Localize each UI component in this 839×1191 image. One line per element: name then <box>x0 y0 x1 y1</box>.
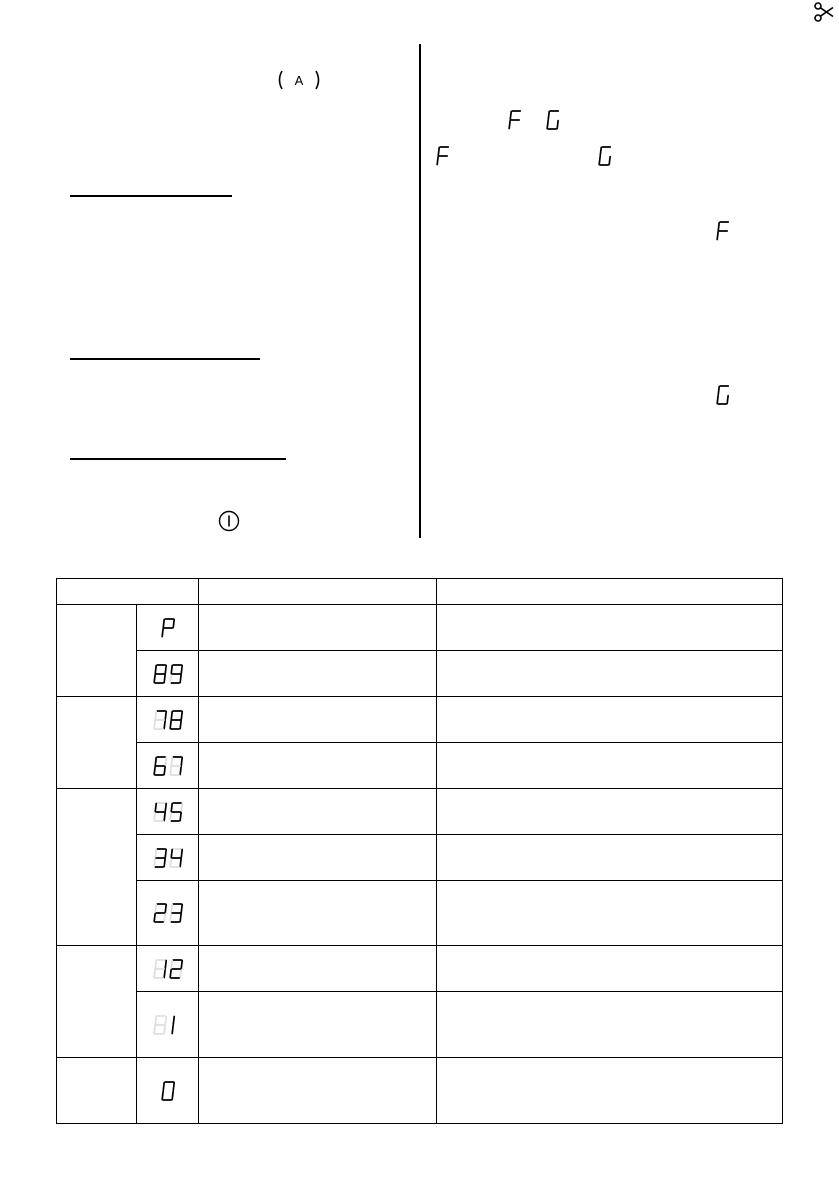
table-row <box>57 743 783 789</box>
display-segment <box>164 720 165 728</box>
display-segment <box>181 849 182 857</box>
display-segment <box>164 858 165 866</box>
table-row <box>57 697 783 743</box>
section-heading-underline-2 <box>70 358 260 360</box>
display-segment <box>171 711 172 719</box>
display-segment <box>165 849 166 857</box>
table-cell <box>437 881 783 946</box>
table-cell <box>199 743 437 789</box>
table-cell <box>199 789 437 835</box>
display-segment <box>155 803 156 811</box>
display-segment <box>599 157 600 165</box>
display-segment <box>165 1016 166 1024</box>
table-cell <box>437 835 783 881</box>
table-cell <box>437 651 783 697</box>
display-symbol-g <box>546 109 562 131</box>
display-segment <box>155 960 156 968</box>
auto-mode-symbol <box>276 69 322 91</box>
display-segment <box>155 665 156 673</box>
power-display <box>137 789 199 835</box>
display-symbol-f <box>716 220 732 242</box>
power-display <box>137 1058 199 1124</box>
display-symbol-g <box>716 384 732 406</box>
display-segment <box>180 858 181 866</box>
display-symbol-f <box>436 145 452 167</box>
table-row <box>57 789 783 835</box>
section-heading-underline-1 <box>70 195 232 197</box>
display-segment <box>180 674 181 682</box>
display-segment <box>165 905 166 913</box>
table-cell <box>199 1058 437 1124</box>
power-icon <box>218 510 240 532</box>
display-segment <box>173 1016 174 1024</box>
display-segment <box>180 812 181 820</box>
table-cell <box>199 881 437 946</box>
display-segment <box>170 914 171 922</box>
table-cell <box>199 946 437 992</box>
display-segment <box>547 121 548 129</box>
display-segment <box>170 720 171 728</box>
display-segment <box>171 905 172 913</box>
display-segment <box>164 914 165 922</box>
table-row <box>57 946 783 992</box>
display-segment <box>164 812 165 820</box>
table-cell <box>437 946 783 992</box>
display-segment <box>510 112 511 120</box>
display-segment <box>163 1082 164 1090</box>
display-segment <box>557 121 558 129</box>
display-segment <box>164 1025 165 1033</box>
table-row <box>57 651 783 697</box>
display-segment <box>155 905 156 913</box>
display-segment <box>180 766 181 774</box>
display-segment <box>181 757 182 765</box>
group-label <box>57 697 137 789</box>
display-segment <box>170 858 171 866</box>
display-segment <box>717 396 718 404</box>
display-segment <box>180 969 181 977</box>
display-segment <box>172 1025 173 1033</box>
power-level-table <box>56 578 783 1124</box>
display-segment <box>170 969 171 977</box>
table-cell <box>437 789 783 835</box>
table-cell <box>199 605 437 651</box>
table-cell <box>437 1058 783 1124</box>
display-segment <box>154 812 155 820</box>
display-segment <box>437 157 438 165</box>
display-segment <box>170 674 171 682</box>
table-row <box>57 992 783 1058</box>
group-label <box>57 1058 137 1124</box>
table-row <box>57 1058 783 1124</box>
display-segment <box>181 665 182 673</box>
display-segment <box>154 914 155 922</box>
display-segment <box>609 157 610 165</box>
display-segment <box>155 711 156 719</box>
display-segment <box>154 858 155 866</box>
table-row <box>57 605 783 651</box>
display-segment <box>172 1091 173 1099</box>
display-segment <box>164 969 165 977</box>
display-segment <box>181 803 182 811</box>
display-segment <box>154 766 155 774</box>
display-segment <box>171 849 172 857</box>
display-segment <box>154 720 155 728</box>
display-segment <box>180 720 181 728</box>
display-segment <box>173 1082 174 1090</box>
power-display <box>137 651 199 697</box>
power-display <box>137 946 199 992</box>
table-header <box>57 579 199 605</box>
power-display <box>137 881 199 946</box>
display-segment <box>164 674 165 682</box>
power-display <box>137 697 199 743</box>
column-divider <box>419 44 421 538</box>
display-segment <box>548 112 549 120</box>
display-segment <box>165 803 166 811</box>
power-display <box>137 605 199 651</box>
table-header <box>199 579 437 605</box>
table-row <box>57 835 783 881</box>
display-segment <box>170 812 171 820</box>
display-segment <box>164 766 165 774</box>
display-segment <box>155 1016 156 1024</box>
table-header <box>437 579 783 605</box>
display-symbol-g <box>598 145 614 167</box>
power-display <box>137 743 199 789</box>
table-header-row <box>57 579 783 605</box>
display-segment <box>165 711 166 719</box>
display-symbol-f <box>508 109 524 131</box>
display-segment <box>165 665 166 673</box>
display-segment <box>180 914 181 922</box>
display-segment <box>438 148 439 156</box>
scissors-icon <box>814 2 834 22</box>
display-segment <box>154 674 155 682</box>
display-segment <box>171 757 172 765</box>
display-segment <box>181 905 182 913</box>
group-label <box>57 605 137 697</box>
group-label <box>57 789 137 946</box>
display-segment <box>162 628 163 636</box>
group-label <box>57 946 137 1058</box>
display-segment <box>171 960 172 968</box>
display-segment <box>154 969 155 977</box>
table-cell <box>199 651 437 697</box>
table-cell <box>199 992 437 1058</box>
power-display <box>137 992 199 1058</box>
display-segment <box>171 803 172 811</box>
table-cell <box>199 697 437 743</box>
table-row <box>57 881 783 946</box>
table-cell <box>199 835 437 881</box>
display-segment <box>727 396 728 404</box>
display-segment <box>163 619 164 627</box>
display-segment <box>171 665 172 673</box>
display-segment <box>154 1025 155 1033</box>
table-cell <box>437 605 783 651</box>
display-segment <box>170 766 171 774</box>
display-segment <box>718 223 719 231</box>
display-segment <box>165 960 166 968</box>
display-segment <box>717 232 718 240</box>
display-segment <box>165 757 166 765</box>
table-cell <box>437 697 783 743</box>
display-segment <box>173 619 174 627</box>
section-heading-underline-3 <box>70 458 286 460</box>
table-cell <box>437 992 783 1058</box>
power-display <box>137 835 199 881</box>
svg-text:A: A <box>294 73 304 88</box>
display-segment <box>600 148 601 156</box>
display-segment <box>162 1091 163 1099</box>
display-segment <box>155 757 156 765</box>
display-segment <box>155 849 156 857</box>
table-cell <box>437 743 783 789</box>
display-segment <box>718 387 719 395</box>
display-segment <box>509 121 510 129</box>
display-segment <box>181 711 182 719</box>
display-segment <box>181 960 182 968</box>
